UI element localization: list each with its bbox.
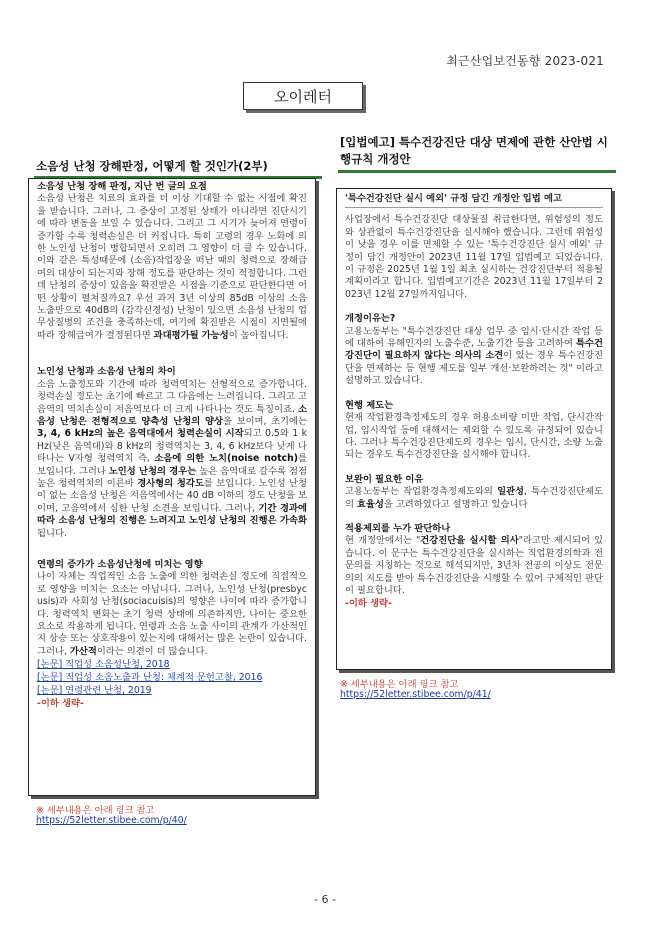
left-omitted-marker: -이하 생략- bbox=[37, 698, 84, 710]
right-section-2-paragraph: 고용노동부는 "특수건강진단 대상 업무 중 임시·단시간 작업 등에 대하여 유해인자의 노출수준, 노출기간 등을 고려하여 특수건강진단이 필요하지 않다는 의사의 소견이 있는 경우 특수건강진단을 면제하는 등 현행 제도를 일부 개선·보완하려는 것" 이라고 설명하고 있습니다. bbox=[345, 325, 603, 387]
right-section-2-heading: 개정이유는? bbox=[345, 313, 396, 325]
right-title-divider bbox=[338, 170, 616, 173]
right-section-3-heading: 현행 제도는 bbox=[345, 399, 394, 411]
right-section-4-paragraph: 고용노동부는 작업환경측정제도와의 일관성, 특수건강진단제도의 효율성을 고려하였다고 설명하고 있습니다 bbox=[345, 486, 603, 510]
right-section-5-heading: 적용제외를 누가 판단하나 bbox=[345, 522, 451, 534]
left-section-3-heading: 연령의 증가가 소음성난청에 미치는 영향 bbox=[37, 558, 203, 570]
left-article-title: 소음성 난청 장해판정, 어떻게 할 것인가(2부) bbox=[36, 159, 268, 173]
right-article-box bbox=[336, 188, 612, 670]
right-intro-paragraph: 사업장에서 특수건강진단 대상물질 취급한다면, 위험성의 정도와 상관없이 특수건강진단을 실시해야 했습니다. 그런데 위험성이 낮을 경우 이를 면제할 수 있는 '특수건강진단 실시 예외' 규정이 담긴 개정안이 2023년 11월 17일 입법예고 되었습니다. 이 규정은 2025년 1월 1일 최초 실시하는 건강진단부터 적용될 계획이라고 합니다. 입법예고기간은 2023년 11월 17일부터 2023년 12월 27일까지입니다. bbox=[345, 214, 603, 300]
left-section-1-heading: 소음성 난청 장해 판정, 지난 번 글의 요점 bbox=[37, 181, 207, 192]
left-section-1-paragraph: 소음성 난청은 치료의 효과를 더 이상 기대할 수 없는 시점에 확진을 받습니다. 그러나, 그 증상이 고정된 상태가 아니라면 진단시기에 따라 변동을 보일 수 있습니다. 그리고 그 시기가 늦어져 연령이 증가할 수록 청력손실은 더 커집니다. 특히 고령의 경우 노화에 의한 노인성 난청이 병합되면서 오히려 그 영향이 더 클 수 있습니다. 이와 같은 특성때문에 (소음)작업장을 떠난 때의 청력으로 장해급여의 대상이 되는지와 장해 정도를 판단하는 것이 적절합니다. 그런데 난청의 증상이 있음을 확진받은 시점을 기준으로 판단한다면 어떤 상황이 펼쳐질까요? 우선 과거 3년 이상의 85dB 이상의 소음 노출만으로 40dB의 (감각신경성) 난청이 있으면 소음성 난청의 업무상질병의 조건을 충족하는데, 여기에 확진받은 시점이 지연될에 따라 장해급여가 결정된다면 과대평가될 가능성이 높아집니다. bbox=[37, 193, 307, 341]
running-header: 최근산업보건동향 2023-021 bbox=[446, 54, 604, 68]
page-number: - 6 - bbox=[314, 893, 336, 906]
left-detail-note: ※ 세부내용은 아래 링크 참고 bbox=[36, 805, 155, 816]
left-detail-link[interactable]: https://52letter.stibee.com/p/40/ bbox=[36, 815, 187, 826]
reference-link-3[interactable]: [논문] 연령관련 난청, 2019 bbox=[37, 685, 152, 697]
reference-link-2[interactable]: [논문] 직업성 소음노출과 난청: 체계적 문헌고찰, 2016 bbox=[37, 672, 263, 684]
right-article-title: [입법예고] 특수건강진단 대상 면제에 관한 산안법 시행규칙 개정안 bbox=[340, 135, 608, 166]
left-section-2-heading: 노인성 난청과 소음성 난청의 차이 bbox=[37, 366, 176, 378]
right-section-4-heading: 보완이 필요한 이유 bbox=[345, 473, 424, 485]
left-section-3-paragraph: 나이 자체는 직업적인 소음 노출에 의한 청력손실 정도에 직접적으로 영향을 미치는 요소는 아닙니다. 그러나, 노인성 난청(presbycusis)과 사회성 난청(sociacuisis)의 영향은 나이에 따라 증가합니다. 청력역치 변화는 초기 청력 상태에 의존하지만, 나이는 중요한 요소로 작용하게 됩니다. 연령과 소음 노출 사이의 관계가 가산적인지 상승 또는 상호작용이 있는지에 대해서는 많은 논란이 있습니다. 그러나, 가산적이라는 의견이 더 많습니다. bbox=[37, 571, 307, 657]
right-detail-link[interactable]: https://52letter.stibee.com/p/41/ bbox=[340, 689, 491, 700]
left-section-2-paragraph: 소음 노출정도와 기간에 따라 청력역치는 선형적으로 증가합니다. 청력손실 정도는 초기에 빠르고 그 다음에는 느려집니다. 그리고 고음역의 역치손실이 저음역보다 더 크게 나타나는 것도 특징이죠. 소음성 난청은 전형적으로 양측성 난청의 양상을 보이며, 초기에는 3, 4, 6 kHz의 높은 음역대에서 청력손실이 시작되고 0.5와 1 kHz(낮은 음역대)와 8 kHz의 청력역치는 3, 4, 6 kHz보다 낮게 나타나는 V자형 청력역치 즉, 소음에 의한 노치(noise notch)를 보입니다. 그러나 노인성 난청의 경우는 높은 음역대로 갈수록 점점 높은 청력역치의 이른바 경사형의 청각도를 보입니다. 노인성 난청이 없는 소음성 난청은 저음역에서는 40 dB 이하의 경도 난청을 보이며, 고음역에서 심한 난청 소견을 보입니다. 그러나, 기간 경과에 따라 소음성 난청의 진행은 느려지고 노인성 난청의 진행은 가속화됩니다. bbox=[37, 378, 307, 539]
right-section-5-paragraph: 현 개정안에서는 "건강진단을 실시할 의사"라고만 제시되어 있습니다. 이 문구는 특수건강진단을 실시하는 직업환경의학과 전문의를 지칭하는 것으로 해석되지만, 3년차 전공의 이상도 전문의의 지도를 받아 특수건강진단을 시행할 수 있어 구체적인 판단이 필요합니다. bbox=[345, 535, 603, 596]
right-section-3-paragraph: 현재 작업환경측정제도의 경우 허용소비량 미만 작업, 단시간작업, 임시작업 등에 대해서는 제외할 수 있도록 규정되어 있습니다. 그러나 특수건강진단제도의 경우는 임시, 단시간, 소량 노출되는 경우도 특수건강진단을 실시해야 합니다. bbox=[345, 412, 603, 461]
page-title: 오이레터 bbox=[243, 82, 363, 110]
reference-link-1[interactable]: [논문] 직업성 소음성난청, 2018 bbox=[37, 659, 170, 671]
right-box-heading: '특수건강진단 실시 예외' 규정 담긴 개정안 입법 예고 bbox=[345, 193, 603, 208]
right-detail-note: ※ 세부내용은 아래 링크 참고 bbox=[340, 679, 459, 690]
right-omitted-marker: -이하 생략- bbox=[345, 598, 392, 610]
left-article-box bbox=[28, 178, 316, 796]
